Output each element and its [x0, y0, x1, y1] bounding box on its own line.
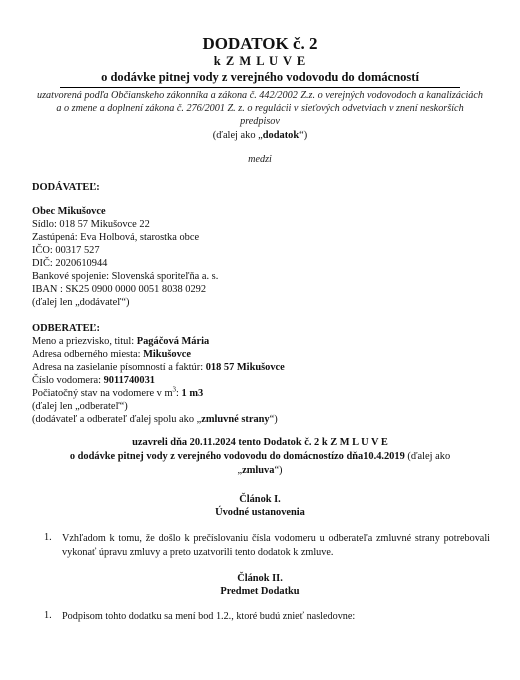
supplier-bank: Bankové spojenie: Slovenská sporiteľňa a. s.	[32, 271, 219, 282]
article-2-title: Článok II.	[237, 573, 283, 584]
agreement-line-2: o dodávke pitnej vody z verejného vodovodu do domácnostízo dňa10.4.2019 (ďalej ako	[69, 451, 451, 462]
article-2-subtitle: Predmet Dodatku	[220, 586, 300, 597]
customer-meter-value: 9011740031	[103, 375, 155, 386]
customer-meter-label: Číslo vodomera:	[32, 375, 104, 386]
supplier-dic: DIČ: 2020610944	[32, 258, 108, 269]
supplier-name: Obec Mikušovce	[32, 206, 106, 217]
customer-alias: (ďalej len „odberateľ“)	[32, 401, 128, 412]
supplier-seat: Sídlo: 018 57 Mikušovce 22	[32, 219, 150, 230]
supplier-representative: Zastúpená: Eva Holbová, starostka obce	[32, 232, 200, 243]
supplier-ico: IČO: 00317 527	[32, 245, 100, 256]
document-subtitle-subject: o dodávke pitnej vody z verejného vodovodu do domácností	[101, 70, 419, 84]
between-label: medzi	[248, 154, 272, 165]
customer-address-row	[32, 349, 191, 360]
document-alias: (ďalej ako „dodatok“)	[212, 130, 308, 141]
document-subtitle-contract: k Z M L U V E	[213, 54, 307, 68]
customer-meter-state-value: 1 m3	[181, 388, 204, 399]
agreement-line-3: „zmluva“)	[237, 465, 283, 476]
parties-alias: (dodávateľ a odberateľ ďalej spolu ako „zmluvné strany“)	[32, 414, 278, 425]
article-1-subtitle: Úvodné ustanovenia	[215, 507, 305, 518]
customer-mail-label: Adresa na zasielanie písomností a faktúr:	[32, 362, 206, 373]
customer-address-label: Adresa odberného miesta:	[32, 349, 144, 360]
agreement-line-1: uzavreli dňa 20.11.2024 tento Dodatok č. 2 k Z M L U V E	[132, 437, 388, 448]
intro-line-2: a o zmene a doplnení zákona č. 276/2001 Z. z. o regulácii v sieťových odvetviach v znení neskorších	[56, 103, 464, 114]
article-2-item-text: Podpisom tohto dodatku sa mení bod 1.2., ktoré budú znieť nasledovne:	[62, 611, 356, 622]
customer-heading: ODBERATEĽ:	[32, 323, 100, 334]
supplier-iban: IBAN : SK25 0900 0000 0051 8038 0292	[32, 284, 207, 295]
customer-meter-state-row: Počiatočný stav na vodomere v $m^3$: 1 m3	[32, 385, 204, 399]
article-2-item-number: 1.	[44, 610, 52, 621]
header-divider	[60, 87, 460, 88]
customer-address-value: Mikušovce	[143, 349, 192, 360]
article-1-item-text: Vzhľadom k tomu, že došlo k prečíslovaniu čísla vodomeru u odberateľa zmluvné strany potrebovali vykonať úpravu zmluvy a preto uzatvorili tento dodatok k zmluve.	[62, 533, 490, 558]
document-title: DODATOK č. 2	[202, 34, 318, 53]
intro-line-1: uzatvorená podľa Občianskeho zákonníka a zákona č. 442/2002 Z.z. o verejných vodovodoch a kanalizáciách	[36, 90, 483, 101]
customer-meter-row	[32, 375, 155, 386]
article-1-item-number: 1.	[44, 532, 52, 543]
article-1-title: Článok I.	[239, 494, 281, 505]
customer-name-row	[32, 336, 209, 347]
customer-mail-value: 018 57 Mikušovce	[205, 362, 285, 373]
customer-mail-row	[32, 362, 285, 373]
intro-line-3: predpisov	[240, 116, 280, 127]
supplier-alias: (ďalej len „dodávateľ“)	[32, 297, 130, 308]
supplier-heading: DODÁVATEĽ:	[32, 182, 100, 193]
customer-name-label: Meno a priezvisko, titul:	[32, 336, 137, 347]
customer-name-value: Pagáčová Mária	[136, 336, 210, 347]
